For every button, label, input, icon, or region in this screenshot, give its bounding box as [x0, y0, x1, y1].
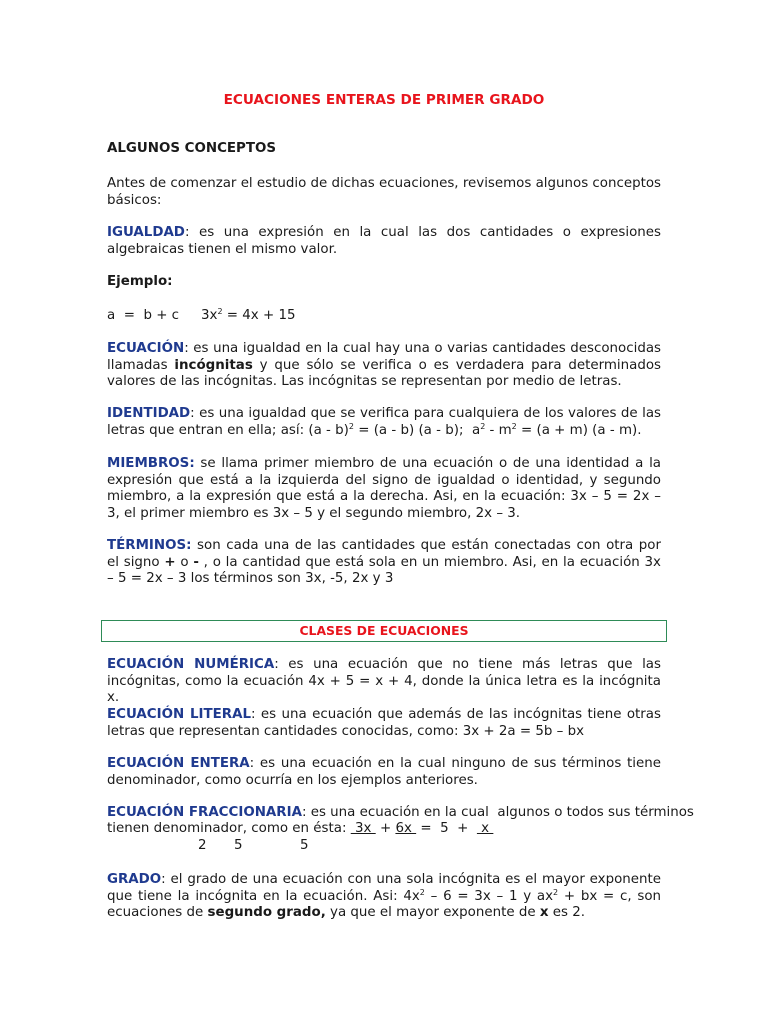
- identidad-text-4: = (a + m) (a - m).: [516, 422, 642, 438]
- ecuacion-term: ECUACIÓN: [107, 341, 185, 356]
- ejemplo-colon: :: [167, 274, 173, 289]
- grado-text-4: ya que el mayor exponente de: [325, 905, 540, 920]
- fraccionaria-term: ECUACIÓN FRACCIONARIA: [107, 805, 302, 820]
- fraccionaria-text-1: : es una ecuación en la cual algunos o todos sus términos: [301, 805, 694, 820]
- identidad-paragraph: [107, 406, 661, 439]
- clases-section-header: CLASES DE ECUACIONES: [101, 620, 667, 642]
- fraccionaria-equation-line: [107, 821, 667, 838]
- eq2-exponent: 2: [217, 307, 223, 316]
- literal-term: ECUACIÓN LITERAL: [107, 707, 252, 722]
- plus-sign: +: [164, 554, 176, 570]
- ecuacion-paragraph: [107, 341, 661, 391]
- fraction-num-1: 3x: [350, 821, 376, 836]
- igualdad-term: IGUALDAD: [107, 225, 185, 240]
- igualdad-text: : es una expresión en la cual las dos cantidades o expresiones algebraicas tienen el mismo valor.: [107, 225, 661, 257]
- fraction-plus: +: [375, 821, 396, 836]
- grado-bold-1: segundo grado,: [207, 905, 326, 920]
- ejemplo-word: Ejemplo: [107, 274, 168, 289]
- grado-exp-2: 2: [553, 887, 559, 897]
- numerica-text: : es una ecuación que no tiene más letras que las incógnitas, como la ecuación 4x + 5 = x + 4, donde la única letra es la incógnita x.: [107, 657, 661, 705]
- identidad-text-1: : es una igualdad que se verifica para cualquiera de los valores de las letras que entran en ella; así: (a - b): [107, 406, 661, 438]
- identidad-term: IDENTIDAD: [107, 406, 191, 421]
- numerica-term: ECUACIÓN NUMÉRICA: [107, 657, 275, 672]
- numerica-paragraph: [107, 657, 661, 707]
- grado-paragraph: [107, 872, 661, 922]
- grado-text-2: – 6 = 3x – 1 y ax: [424, 888, 554, 904]
- miembros-paragraph: [107, 456, 661, 522]
- terminos-text-2: o: [175, 554, 194, 570]
- eq2-base: 3x: [201, 308, 218, 323]
- terminos-term: TÉRMINOS:: [107, 538, 192, 553]
- literal-paragraph: [107, 707, 661, 740]
- eq2-rest: = 4x + 15: [222, 308, 296, 323]
- ejemplo-label: [107, 274, 661, 291]
- terminos-text-1: son cada una de las cantidades que están conectadas con otra por el signo: [107, 538, 661, 570]
- grado-term: GRADO: [107, 872, 162, 887]
- terminos-paragraph: [107, 538, 661, 588]
- ecuacion-text-1: : es una igualdad en la cual hay una o varias cantidades desconocidas llamadas: [107, 341, 661, 373]
- identidad-exp-3: 2: [511, 421, 517, 431]
- literal-text: : es una ecuación que además de las incógnitas tiene otras letras que representan cantidades conocidas, como: 3x + 2a = 5b – bx: [107, 707, 661, 739]
- fraccionaria-first-line: [107, 805, 694, 822]
- grado-exp-1: 2: [419, 887, 425, 897]
- igualdad-paragraph: [107, 225, 661, 258]
- identidad-exp-1: 2: [348, 421, 354, 431]
- page-title: ECUACIONES ENTERAS DE PRIMER GRADO: [223, 92, 545, 108]
- fraction-num-2: 6x: [395, 821, 417, 836]
- fraccionaria-text-2: tienen denominador, como en ésta:: [107, 821, 351, 836]
- ejemplo-equations: [107, 308, 661, 325]
- identidad-text-2: = (a - b) (a - b); a: [353, 422, 481, 438]
- identidad-text-3: - m: [485, 422, 512, 438]
- entera-term: ECUACIÓN ENTERA: [107, 756, 250, 771]
- fraction-equals: = 5 +: [416, 821, 477, 836]
- fraction-den-3: 5: [300, 838, 309, 853]
- section-heading: ALGUNOS CONCEPTOS: [107, 141, 277, 156]
- terminos-text-3: , o la cantidad que está sola en un miembro. Asi, en la ecuación 3x – 5 = 2x – 3 los términos son 3x, -5, 2x y 3: [107, 554, 661, 586]
- intro-paragraph: Antes de comenzar el estudio de dichas ecuaciones, revisemos algunos conceptos básicos:: [107, 176, 661, 208]
- fraction-den-2: 5: [234, 838, 243, 853]
- ejemplo-eq2: [201, 308, 296, 325]
- identidad-exp-2: 2: [480, 421, 486, 431]
- miembros-term: MIEMBROS:: [107, 456, 195, 471]
- entera-paragraph: [107, 756, 661, 789]
- entera-text: : es una ecuación en la cual ninguno de sus términos tiene denominador, como ocurría en los ejemplos anteriores.: [107, 756, 661, 788]
- grado-bold-2: x: [539, 905, 549, 920]
- grado-text-1: : el grado de una ecuación con una sola incógnita es el mayor exponente que tiene la incógnita en la ecuación. Asi: 4x: [107, 872, 661, 904]
- ecuacion-text-2: y que sólo se verifica o es verdadera para determinados valores de las incógnitas. Las incógnitas se representan por medio de letras.: [107, 357, 662, 389]
- fraction-den-1: 2: [198, 838, 207, 853]
- ejemplo-eq1: a = b + c: [107, 308, 180, 323]
- grado-text-5: es 2.: [548, 905, 585, 920]
- minus-sign: -: [193, 554, 199, 570]
- ecuacion-bold: incógnitas: [174, 357, 253, 373]
- grado-text-3: + bx = c, son ecuaciones de: [107, 888, 662, 920]
- fraction-num-3: x: [476, 821, 494, 836]
- miembros-text: se llama primer miembro de una ecuación o de una identidad a la expresión que está a la izquierda del signo de igualdad o identidad, y segundo miembro, a la expresión que está a la derecha. Asi, en la ecuación: 3x – 5 = 2x – 3, el primer miembro es 3x – 5 y el segundo miembro, 2x – 3.: [107, 456, 661, 521]
